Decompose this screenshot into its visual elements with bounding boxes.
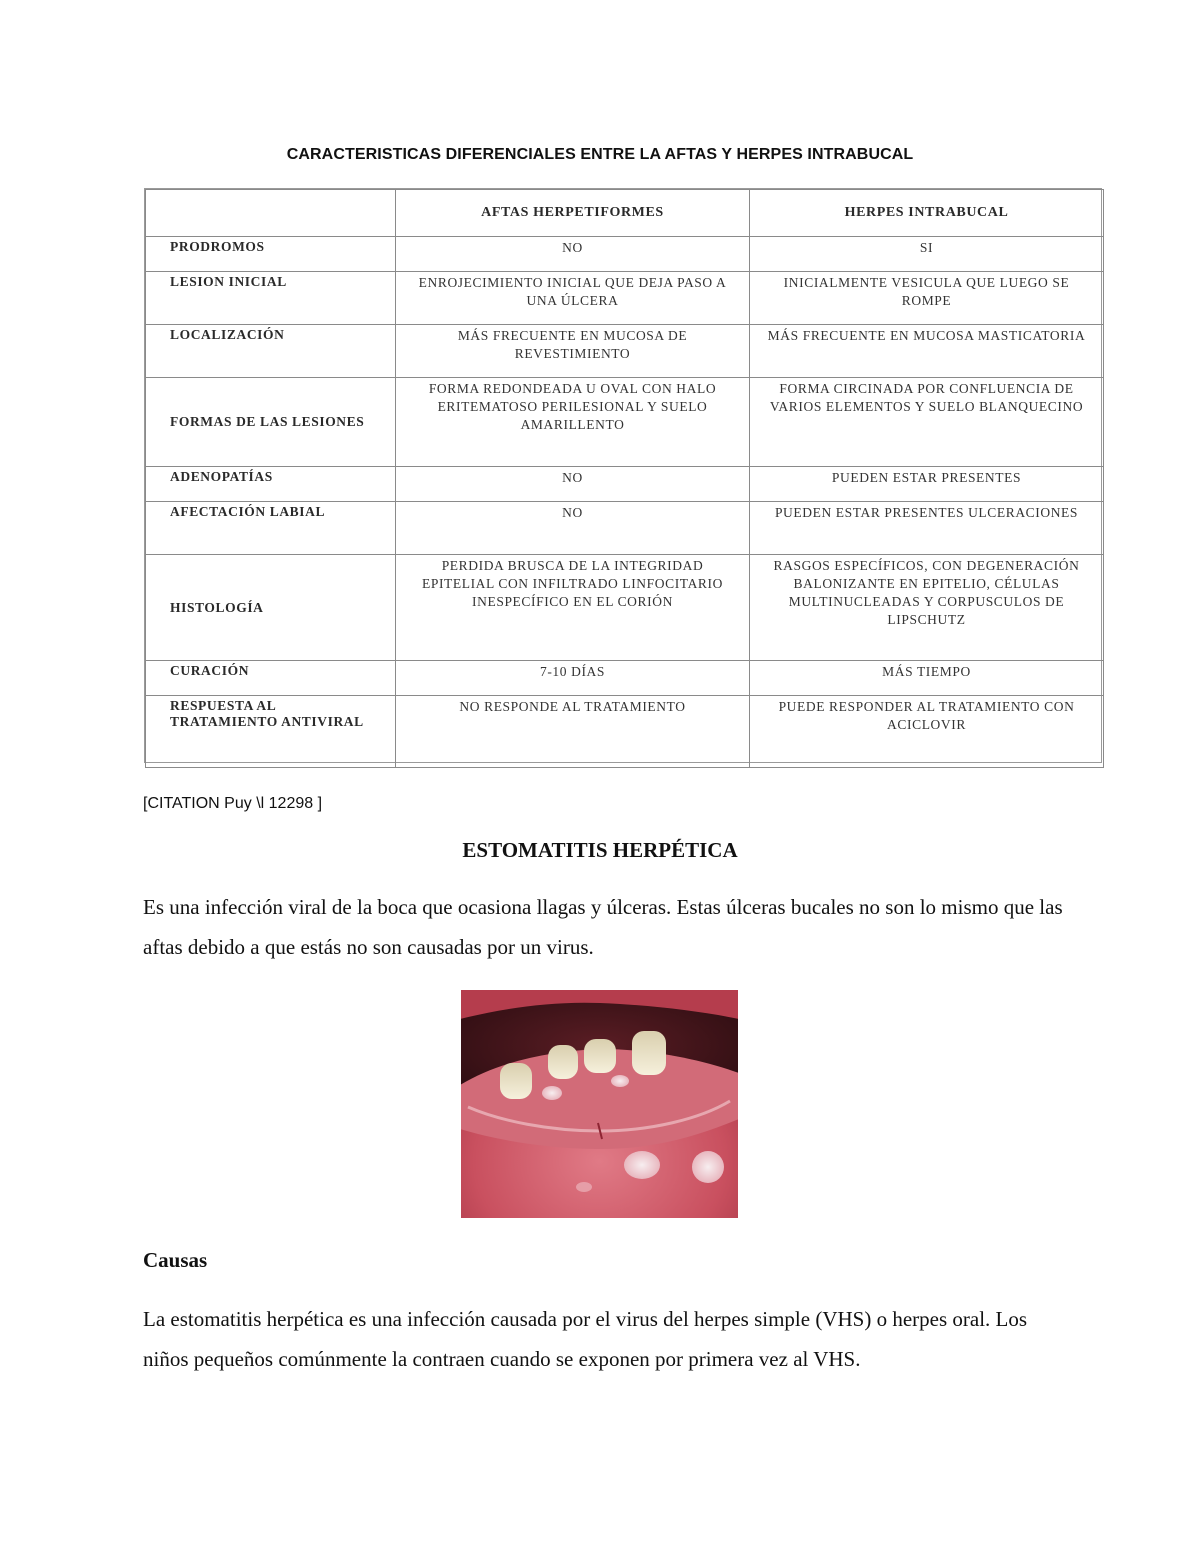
row-label: LOCALIZACIÓN [146, 325, 396, 378]
row-label: LESION INICIAL [146, 272, 396, 325]
herpes-cell: PUEDEN ESTAR PRESENTES ULCERACIONES [750, 502, 1104, 555]
table-header-empty [146, 190, 396, 237]
table-row [146, 272, 1104, 325]
herpes-cell: RASGOS ESPECÍFICOS, CON DEGENERACIÓN BALONIZANTE EN EPITELIO, CÉLULAS MULTINUCLEADAS Y CORPUSCULOS DE LIPSCHUTZ [750, 555, 1104, 661]
page-title: CARACTERISTICAS DIFERENCIALES ENTRE LA AFTAS Y HERPES INTRABUCAL [286, 146, 914, 163]
table-row [146, 467, 1104, 502]
row-label: PRODROMOS [146, 237, 396, 272]
herpes-cell: MÁS FRECUENTE EN MUCOSA MASTICATORIA [750, 325, 1104, 378]
row-label: HISTOLOGÍA [146, 555, 396, 661]
table-row [146, 237, 1104, 272]
table-row [146, 502, 1104, 555]
aftas-cell: NO [396, 237, 750, 272]
table-row [146, 325, 1104, 378]
aftas-cell: NO [396, 502, 750, 555]
herpes-cell: PUEDEN ESTAR PRESENTES [750, 467, 1104, 502]
row-label: RESPUESTA AL TRATAMIENTO ANTIVIRAL [146, 696, 396, 768]
aftas-cell: NO RESPONDE AL TRATAMIENTO [396, 696, 750, 768]
causes-heading: Causas [143, 1248, 208, 1272]
table-row [146, 696, 1104, 768]
table-row [146, 661, 1104, 696]
aftas-cell: 7-10 DÍAS [396, 661, 750, 696]
table-header-herpes: HERPES INTRABUCAL [750, 190, 1104, 237]
herpes-cell: PUEDE RESPONDER AL TRATAMIENTO CON ACICLOVIR [750, 696, 1104, 768]
citation: [CITATION Puy \l 12298 ] [143, 795, 323, 812]
herpes-cell: FORMA CIRCINADA POR CONFLUENCIA DE VARIOS ELEMENTOS Y SUELO BLANQUECINO [750, 378, 1104, 467]
table-row [146, 555, 1104, 661]
row-label: ADENOPATÍAS [146, 467, 396, 502]
row-label: AFECTACIÓN LABIAL [146, 502, 396, 555]
table-header-aftas: AFTAS HERPETIFORMES [396, 190, 750, 237]
causes-paragraph: La estomatitis herpética es una infección causada por el virus del herpes simple (VHS) o herpes oral. Los niños pequeños comúnmente la contraen cuando se exponen por primera vez al VHS. [143, 1307, 1028, 1371]
comparison-table-image [144, 188, 1102, 763]
herpes-cell: MÁS TIEMPO [750, 661, 1104, 696]
table-header-row [146, 190, 1104, 237]
comparison-table [145, 189, 1104, 768]
aftas-cell: NO [396, 467, 750, 502]
aftas-cell: FORMA REDONDEADA U OVAL CON HALO ERITEMATOSO PERILESIONAL Y SUELO AMARILLENTO [396, 378, 750, 467]
mouth-ulcer-photo [460, 989, 739, 1219]
intro-paragraph: Es una infección viral de la boca que ocasiona llagas y úlceras. Estas úlceras bucales no son lo mismo que las aftas debido a que estás no son causadas por un virus. [143, 895, 1063, 959]
aftas-cell: ENROJECIMIENTO INICIAL QUE DEJA PASO A UNA ÚLCERA [396, 272, 750, 325]
herpes-cell: INICIALMENTE VESICULA QUE LUEGO SE ROMPE [750, 272, 1104, 325]
herpes-cell: SI [750, 237, 1104, 272]
aftas-cell: PERDIDA BRUSCA DE LA INTEGRIDAD EPITELIAL CON INFILTRADO LINFOCITARIO INESPECÍFICO EN EL CORIÓN [396, 555, 750, 661]
table-row [146, 378, 1104, 467]
aftas-cell: MÁS FRECUENTE EN MUCOSA DE REVESTIMIENTO [396, 325, 750, 378]
row-label: CURACIÓN [146, 661, 396, 696]
section-heading: ESTOMATITIS HERPÉTICA [462, 838, 738, 862]
row-label: FORMAS DE LAS LESIONES [146, 378, 396, 467]
